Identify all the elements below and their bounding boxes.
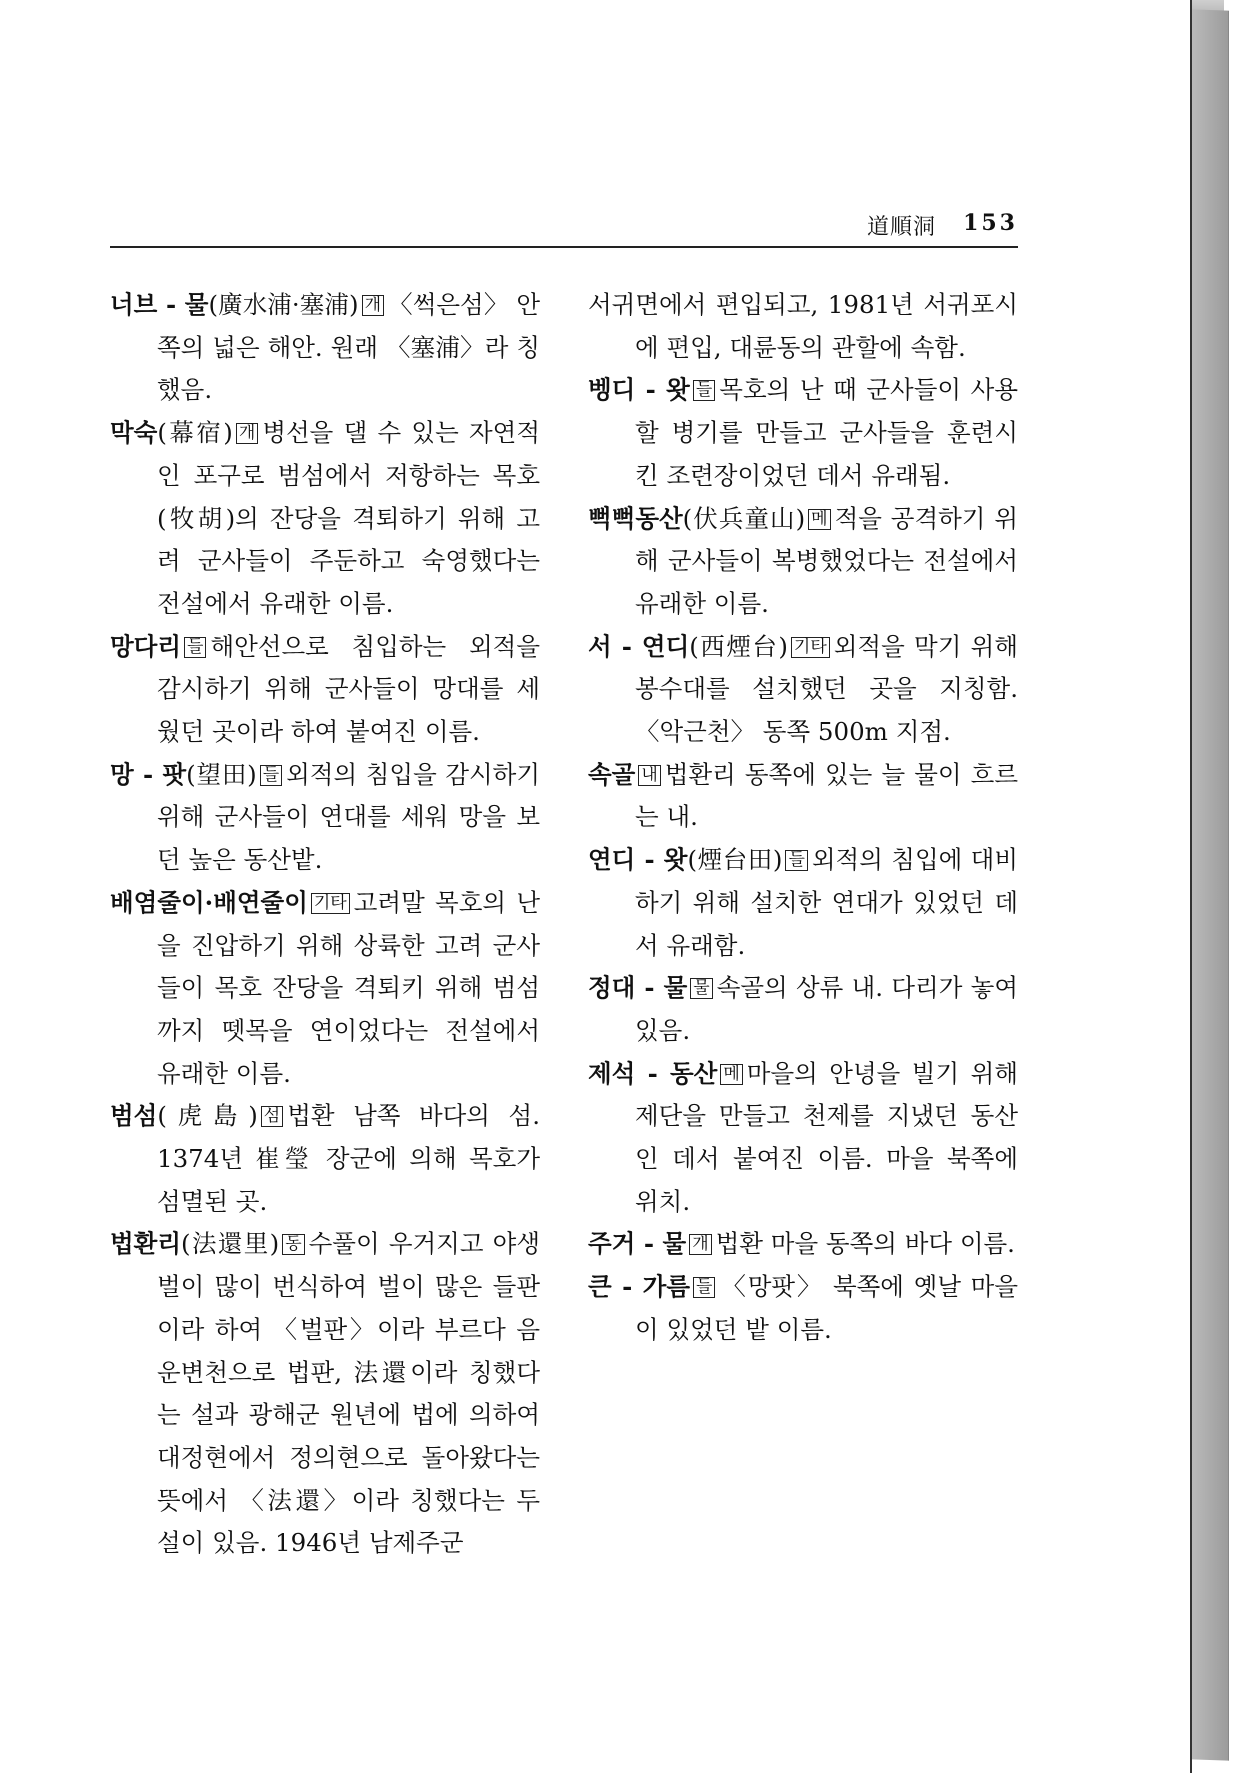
dictionary-entry xyxy=(588,284,1018,369)
entry-headword: 배염줄이·배연줄이 xyxy=(110,887,308,917)
dictionary-entry xyxy=(588,1266,1018,1351)
entry-category-tag: 메 xyxy=(720,1064,742,1085)
entry-hanja: (煙台田) xyxy=(687,845,783,875)
entry-definition: 해안선으로 침입하는 외적을 감시하기 위해 군사들이 망대를 세웠던 곳이라 하여 붙여진 이름. xyxy=(157,631,540,747)
entry-headword: 법환리 xyxy=(110,1229,182,1259)
entry-hanja: (望田) xyxy=(186,759,257,789)
entry-definition: 법환리 동쪽에 있는 늘 물이 흐르는 내. xyxy=(635,759,1018,832)
entry-headword: 망 - 팟 xyxy=(110,759,187,789)
entry-hanja: (廣水浦·塞浦) xyxy=(208,290,359,319)
dictionary-entry xyxy=(588,839,1018,967)
entry-hanja: (虎島) xyxy=(157,1101,258,1131)
entry-category-tag: 메 xyxy=(808,509,830,530)
entry-definition: 적을 공격하기 위해 군사들이 복병했었다는 전설에서 유래한 이름. xyxy=(635,503,1019,618)
dictionary-entry xyxy=(110,754,540,882)
entry-headword: 막숙 xyxy=(110,418,158,448)
entry-category-tag: 개 xyxy=(362,295,384,316)
entry-headword: 뻑뻑동산 xyxy=(588,503,683,533)
entry-headword: 큰 - 가름 xyxy=(588,1272,690,1302)
entry-definition: 목호의 난 때 군사들이 사용할 병기를 만들고 군사들을 훈련시킨 조련장이었던 데서 유래됨. xyxy=(635,375,1018,490)
dictionary-entry xyxy=(588,1053,1018,1224)
entry-headword: 벵디 - 왓 xyxy=(588,375,690,405)
entry-headword: 속골 xyxy=(588,759,636,789)
dictionary-entry xyxy=(588,626,1018,754)
entry-definition: 외적의 침입을 감시하기 위해 군사들이 연대를 세워 망을 보던 높은 동산밭. xyxy=(157,759,540,875)
left-column xyxy=(110,284,540,1565)
entry-headword: 너브 - 물 xyxy=(110,290,209,319)
dictionary-entry xyxy=(110,412,540,626)
page-header xyxy=(110,210,1018,246)
entry-category-tag: 기타 xyxy=(791,637,830,658)
entry-definition: 고려말 목호의 난을 진압하기 위해 상륙한 고려 군사들이 목호 잔당을 격퇴키 위해 범섬까지 뗏목을 연이었다는 전설에서 유래한 이름. xyxy=(157,887,540,1088)
entry-hanja: (幕宿) xyxy=(157,418,233,448)
entry-category-tag: 들 xyxy=(693,380,715,401)
page-number: 153 xyxy=(963,210,1018,236)
dictionary-entry xyxy=(110,284,540,412)
dictionary-entry xyxy=(110,1095,540,1223)
entry-headword: 제석 - 동산 xyxy=(588,1058,718,1088)
dictionary-entry xyxy=(110,626,540,754)
entry-category-tag: 들 xyxy=(785,850,807,871)
entry-headword: 주거 - 물 xyxy=(588,1229,687,1259)
entry-category-tag: 들 xyxy=(693,1277,715,1298)
entry-hanja: (伏兵童山) xyxy=(682,503,806,533)
right-column xyxy=(588,284,1018,1352)
entry-definition: 외적의 침입에 대비하기 위해 설치한 연대가 있었던 데서 유래함. xyxy=(635,845,1018,960)
entry-category-tag: 개 xyxy=(689,1234,711,1255)
dictionary-entry xyxy=(110,1223,540,1565)
entry-headword: 서 - 연디 xyxy=(588,631,690,661)
entry-hanja: (西煙台) xyxy=(689,631,788,661)
entry-definition: 수풀이 우거지고 야생벌이 많이 번식하여 벌이 많은 들판이라 하여 〈벌판〉이라 부르다 음운변천으로 법판, 法還이라 칭했다는 설과 광해군 원년에 법에 의하여 대정현에서 정의현으로 돌아왔다는 뜻에서 〈法還〉이라 칭했다는 두 설이 있음. 1946년 남제주군 xyxy=(157,1229,540,1558)
entry-category-tag: 들 xyxy=(184,637,206,658)
dictionary-entry xyxy=(588,498,1018,626)
entry-definition: 법환 마을 동쪽의 바다 이름. xyxy=(715,1229,1015,1259)
dictionary-entry xyxy=(588,369,1018,497)
dictionary-entry xyxy=(588,967,1018,1052)
running-title: 道順洞 xyxy=(866,215,936,240)
dictionary-entry xyxy=(110,882,540,1096)
entry-definition: 〈망팟〉 북쪽에 옛날 마을이 있었던 밭 이름. xyxy=(635,1272,1018,1344)
header-rule xyxy=(110,246,1018,248)
entry-category-tag: 기타 xyxy=(311,893,350,914)
entry-category-tag: 개 xyxy=(236,423,258,444)
dictionary-entry xyxy=(588,1223,1018,1266)
entry-category-tag: 물 xyxy=(690,978,712,999)
entry-category-tag: 들 xyxy=(260,765,282,786)
page-stack-edge xyxy=(1188,9,1229,1760)
entry-category-tag: 동 xyxy=(282,1234,304,1255)
entry-definition: 법환 남쪽 바다의 섬. 1374년 崔瑩 장군에 의해 목호가 섬멸된 곳. xyxy=(157,1101,540,1216)
entry-headword: 연디 - 왓 xyxy=(588,845,688,875)
entry-category-tag: 섬 xyxy=(261,1106,283,1127)
entry-headword: 정대 - 물 xyxy=(588,973,688,1003)
entry-definition: 서귀면에서 편입되고, 1981년 서귀포시에 편입, 대륜동의 관할에 속함. xyxy=(588,290,1018,362)
entry-definition: 마을의 안녕을 빌기 위해 제단을 만들고 천제를 지냈던 동산인 데서 붙여진 이름. 마을 북쪽에 위치. xyxy=(635,1058,1018,1216)
entry-definition: 병선을 댈 수 있는 자연적인 포구로 범섬에서 저항하는 목호(牧胡)의 잔당을 격퇴하기 위해 고려 군사들이 주둔하고 숙영했다는 전설에서 유래한 이름. xyxy=(157,418,540,618)
entry-definition: 속골의 상류 내. 다리가 놓여 있음. xyxy=(635,973,1018,1045)
entry-definition: 〈썩은섬〉 안쪽의 넓은 해안. 원래 〈塞浦〉라 칭했음. xyxy=(157,290,540,405)
dictionary-entry xyxy=(588,754,1018,839)
entry-definition: 외적을 막기 위해 봉수대를 설치했던 곳을 지칭함. 〈악근천〉 동쪽 500m 지점. xyxy=(635,631,1019,747)
entry-headword: 범섬 xyxy=(110,1101,158,1131)
entry-category-tag: 내 xyxy=(638,765,660,786)
entry-hanja: (法還里) xyxy=(181,1229,280,1259)
entry-headword: 망다리 xyxy=(110,631,182,661)
